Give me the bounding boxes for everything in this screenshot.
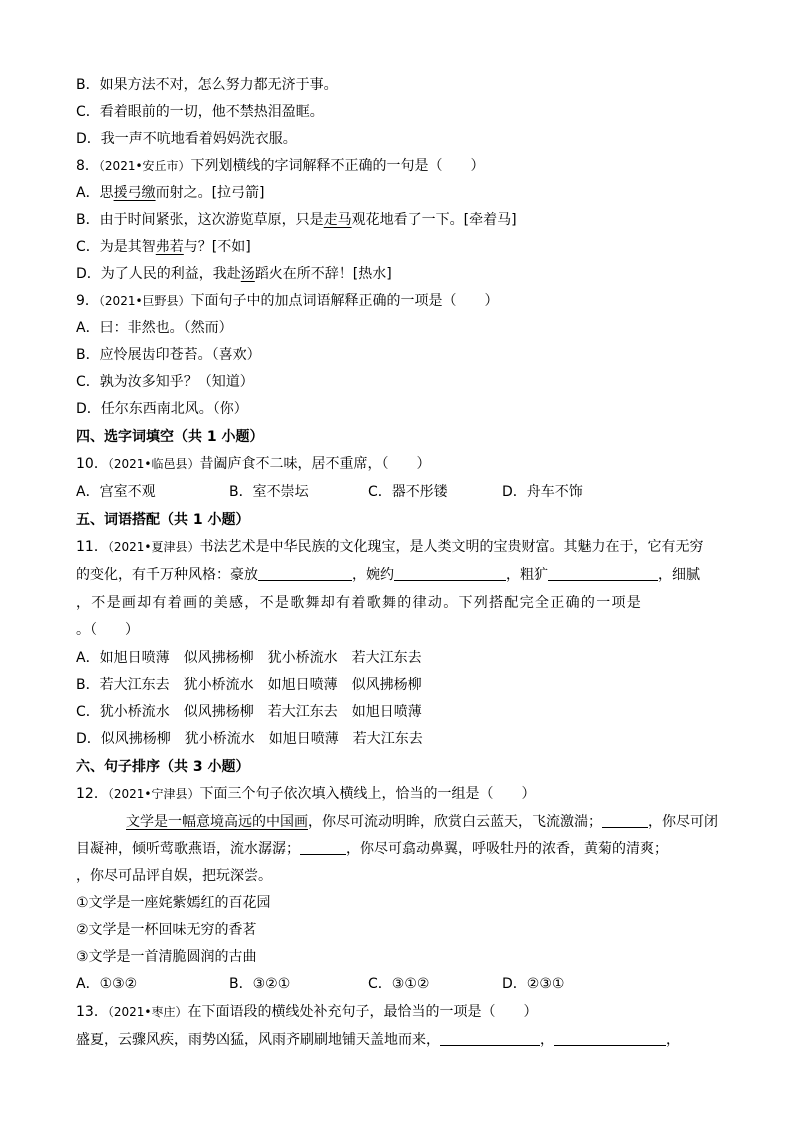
- q11-source: （2021•夏津县）: [107, 540, 200, 554]
- text: ，: [540, 1032, 554, 1048]
- q10-option-a: A．宫室不观: [76, 484, 156, 500]
- q13-source: （2021•枣庄）: [107, 1005, 188, 1019]
- q11-line-4: 。（ ）: [76, 622, 139, 638]
- underlined-text: 走马: [323, 212, 352, 228]
- section-heading-6: 六、句子排序（共 3 小题）: [76, 759, 250, 775]
- text: ，你尽可翕动鼻翼，呼吸牡丹的浓香，黄菊的清爽；: [346, 841, 668, 857]
- q12-stem: [76, 781, 718, 808]
- q7-option-c: C．看着眼前的一切，他不禁热泪盈眶。: [76, 104, 324, 120]
- text: 观花地看了一下。[牵着马]: [351, 212, 517, 228]
- q13-stem: [76, 999, 718, 1026]
- q11-line-2: [76, 562, 718, 589]
- q12-sentence-1: ①文学是一座姹紫嫣红的百花园: [76, 895, 271, 911]
- q10-number: 10．: [76, 456, 108, 472]
- q11-text: 书法艺术是中华民族的文化瑰宝，是人类文明的宝贵财富。其魅力在于，它有无穷: [199, 539, 704, 555]
- q9-source: （2021•巨野县）: [98, 294, 191, 308]
- blank-line: [440, 1029, 540, 1046]
- q12-number: 12．: [76, 786, 108, 802]
- q9-text: 下面句子中的加点词语解释正确的一项是（ ）: [190, 293, 499, 309]
- q12-sentence-2: ②文学是一杯回味无穷的香茗: [76, 922, 257, 938]
- text: 盛夏，云骤风疾，雨势凶猛，风雨齐刷刷地铺天盖地而来，: [76, 1032, 440, 1048]
- q11-option-c: C．犹小桥流水 似风拂杨柳 若大江东去 如旭日喷薄: [76, 704, 422, 720]
- q10-text: 昔阖庐食不二味，居不重席，（ ）: [199, 456, 431, 472]
- q8-number: 8．: [76, 158, 99, 174]
- q11-line-3: ，不是画却有着画的美感，不是歌舞却有着歌舞的律动。下列搭配完全正确的一项是: [76, 595, 643, 611]
- blank-line: [258, 564, 352, 581]
- q12-option-d: D．②③①: [502, 976, 565, 992]
- q12-passage-line-1: [76, 809, 718, 836]
- q9-option-d: D．任尔东西南北风。（你）: [76, 401, 248, 417]
- q12-options: [76, 971, 718, 998]
- text: ，细腻: [658, 567, 700, 583]
- q10-stem: [76, 451, 718, 478]
- text: 蹈火在所不辞！[热水]: [254, 266, 392, 282]
- underlined-text: 汤: [240, 266, 255, 282]
- q9-option-a: A．曰：非然也。（然而）: [76, 320, 233, 336]
- q12-option-b: B．③②①: [229, 976, 291, 992]
- underlined-text: 文学是一幅意境高远的中国画: [126, 814, 308, 830]
- q13-number: 13．: [76, 1004, 108, 1020]
- q8-stem: [76, 153, 718, 180]
- blank-line: [300, 838, 346, 855]
- q9-option-c: C．孰为汝多知乎？（知道）: [76, 374, 254, 390]
- q9-option-b: B．应怜展齿印苍苔。（喜欢）: [76, 347, 261, 363]
- underlined-text: 弗若: [155, 239, 184, 255]
- q11-stem: [76, 534, 718, 561]
- q12-sentence-3: ③文学是一首清脆圆润的古曲: [76, 949, 257, 965]
- text: ，: [666, 1032, 680, 1048]
- q11-number: 11．: [76, 539, 108, 555]
- text: C．为是其智: [76, 239, 156, 255]
- underlined-text: 援弓缴: [113, 185, 156, 201]
- text: 与？[不如]: [183, 239, 251, 255]
- q13-passage-line-1: [76, 1027, 718, 1054]
- text: ，你尽可闭: [648, 814, 718, 830]
- q10-source: （2021•临邑县）: [107, 457, 200, 471]
- text: B．由于时间紧张，这次游览草原，只是: [76, 212, 324, 228]
- blank-line: [554, 1029, 666, 1046]
- q10-option-d: D．舟车不饰: [502, 484, 583, 500]
- blank-line: [394, 564, 506, 581]
- q12-text: 下面三个句子依次填入横线上，恰当的一组是（ ）: [199, 786, 536, 802]
- section-heading-4: 四、选字词填空（共 1 小题）: [76, 429, 264, 445]
- q8-option-b: [76, 207, 718, 234]
- text: ，粗犷: [506, 567, 548, 583]
- q10-option-b: B．室不崇坛: [229, 484, 309, 500]
- text: ，你尽可流动明眸，欣赏白云蓝天，飞流激湍；: [308, 814, 602, 830]
- q9-stem: [76, 288, 718, 315]
- q12-passage-line-2: [76, 836, 718, 863]
- q13-text: 在下面语段的横线处补充句子，最恰当的一项是（ ）: [187, 1004, 538, 1020]
- text: D．为了人民的利益，我赴: [76, 266, 241, 282]
- text: ，婉约: [352, 567, 394, 583]
- blank-line: [602, 811, 648, 828]
- q8-option-d: [76, 261, 718, 288]
- q11-option-d: D．似风拂杨柳 犹小桥流水 如旭日喷薄 若大江东去: [76, 731, 423, 747]
- text: 而射之。[拉弓箭]: [155, 185, 265, 201]
- q12-option-c: C．③①②: [368, 976, 430, 992]
- text: 目凝神，倾听莺歌燕语，流水潺潺；: [76, 841, 300, 857]
- q8-source: （2021•安丘市）: [98, 159, 191, 173]
- q7-option-b: B．如果方法不对，怎么努力都无济于事。: [76, 77, 338, 93]
- q10-option-c: C．器不彤镂: [368, 484, 448, 500]
- text: 的变化，有千万种风格：豪放: [76, 567, 258, 583]
- q12-source: （2021•宁津县）: [107, 787, 200, 801]
- text: A．思: [76, 185, 114, 201]
- q12-passage-line-3: ，你尽可品评自娱，把玩深尝。: [76, 868, 272, 884]
- q8-text: 下列划横线的字词解释不正确的一句是（ ）: [190, 158, 485, 174]
- q12-option-a: A．①③②: [76, 976, 138, 992]
- blank-line: [548, 564, 658, 581]
- q11-option-b: B．若大江东去 犹小桥流水 如旭日喷薄 似风拂杨柳: [76, 677, 422, 693]
- q11-option-a: A．如旭日喷薄 似风拂杨柳 犹小桥流水 若大江东去: [76, 650, 422, 666]
- q10-options: [76, 479, 718, 506]
- section-heading-5: 五、词语搭配（共 1 小题）: [76, 512, 250, 528]
- q8-option-c: [76, 234, 718, 261]
- q7-option-d: D．我一声不吭地看着妈妈洗衣服。: [76, 131, 297, 147]
- q9-number: 9．: [76, 293, 99, 309]
- q8-option-a: [76, 180, 718, 207]
